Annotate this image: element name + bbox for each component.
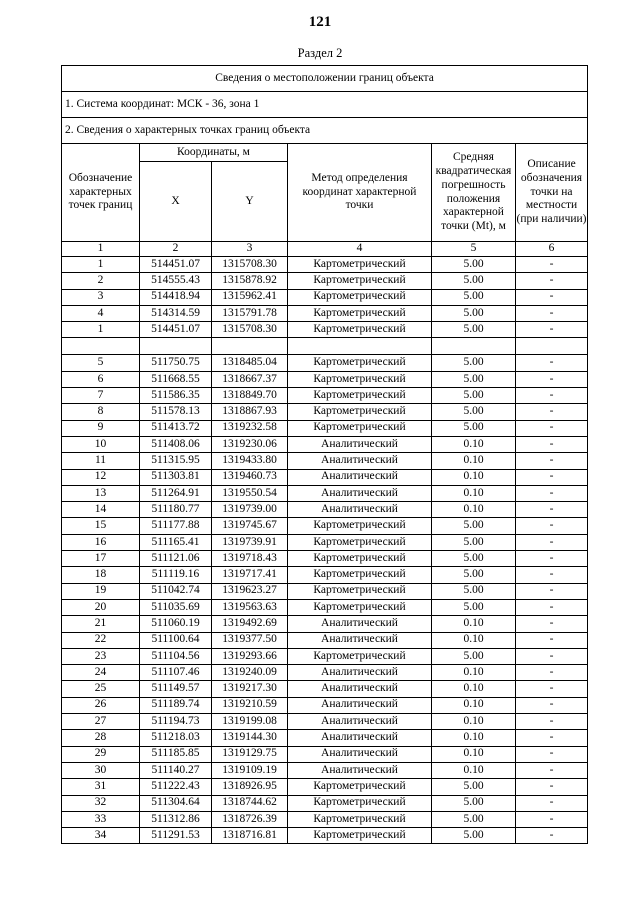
error-cell: 0.10 (432, 730, 516, 746)
method-cell: Картометрический (288, 811, 432, 827)
table-row (62, 681, 588, 697)
description-cell: - (516, 502, 588, 518)
table-row (62, 404, 588, 420)
header-y: Y (212, 162, 288, 242)
y-coordinate-cell: 1319623.27 (212, 583, 288, 599)
method-cell: Аналитический (288, 632, 432, 648)
description-cell: - (516, 779, 588, 795)
point-id-cell: 21 (62, 616, 140, 632)
x-coordinate-cell: 511291.53 (140, 828, 212, 844)
y-coordinate-cell: 1319745.67 (212, 518, 288, 534)
error-cell: 5.00 (432, 355, 516, 371)
description-cell: - (516, 453, 588, 469)
y-coordinate-cell: 1319129.75 (212, 746, 288, 762)
description-cell: - (516, 632, 588, 648)
description-cell: - (516, 371, 588, 387)
y-coordinate-cell: 1319718.43 (212, 551, 288, 567)
point-id-cell: 8 (62, 404, 140, 420)
error-cell: 5.00 (432, 795, 516, 811)
description-cell: - (516, 730, 588, 746)
x-coordinate-cell: 511035.69 (140, 599, 212, 615)
method-cell: Картометрический (288, 257, 432, 273)
point-id-cell: 24 (62, 665, 140, 681)
method-cell: Аналитический (288, 469, 432, 485)
x-coordinate-cell: 511119.16 (140, 567, 212, 583)
table-title: Сведения о местоположении границ объекта (62, 66, 588, 92)
point-id-cell: 14 (62, 502, 140, 518)
method-cell: Аналитический (288, 681, 432, 697)
table-row (62, 289, 588, 305)
error-cell: 5.00 (432, 583, 516, 599)
point-id-cell: 32 (62, 795, 140, 811)
table-row (62, 355, 588, 371)
error-cell: 0.10 (432, 665, 516, 681)
column-number: 4 (288, 242, 432, 257)
x-coordinate-cell: 511100.64 (140, 632, 212, 648)
description-cell: - (516, 762, 588, 778)
column-number: 3 (212, 242, 288, 257)
y-coordinate-cell: 1318726.39 (212, 811, 288, 827)
table-row (62, 583, 588, 599)
table-row (62, 746, 588, 762)
table-row (62, 697, 588, 713)
x-coordinate-cell: 511668.55 (140, 371, 212, 387)
x-coordinate-cell: 511149.57 (140, 681, 212, 697)
method-cell: Картометрический (288, 518, 432, 534)
error-cell: 0.10 (432, 681, 516, 697)
section-title: Раздел 2 (297, 46, 343, 60)
point-id-cell: 17 (62, 551, 140, 567)
description-cell: - (516, 795, 588, 811)
method-cell: Аналитический (288, 762, 432, 778)
method-cell: Аналитический (288, 697, 432, 713)
description-cell: - (516, 404, 588, 420)
point-id-cell: 11 (62, 453, 140, 469)
description-cell: - (516, 665, 588, 681)
description-cell: - (516, 828, 588, 844)
header-description: Описание обозначения точки на местности (при наличии) (516, 144, 588, 242)
y-coordinate-cell: 1315962.41 (212, 289, 288, 305)
column-number: 2 (140, 242, 212, 257)
error-cell: 5.00 (432, 322, 516, 338)
y-coordinate-cell: 1318926.95 (212, 779, 288, 795)
y-coordinate-cell: 1315708.30 (212, 257, 288, 273)
method-cell: Картометрический (288, 322, 432, 338)
table-row (62, 551, 588, 567)
description-cell: - (516, 518, 588, 534)
x-coordinate-cell: 511586.35 (140, 388, 212, 404)
x-coordinate-cell: 511218.03 (140, 730, 212, 746)
method-cell: Картометрический (288, 534, 432, 550)
x-coordinate-cell: 511264.91 (140, 485, 212, 501)
description-cell: - (516, 273, 588, 289)
error-cell: 5.00 (432, 534, 516, 550)
x-coordinate-cell: 514555.43 (140, 273, 212, 289)
table-row (62, 436, 588, 452)
column-number: 5 (432, 242, 516, 257)
description-cell: - (516, 388, 588, 404)
point-id-cell: 31 (62, 779, 140, 795)
method-cell: Картометрический (288, 567, 432, 583)
point-id-cell: 1 (62, 322, 140, 338)
method-cell: Аналитический (288, 485, 432, 501)
method-cell: Картометрический (288, 388, 432, 404)
error-cell: 0.10 (432, 436, 516, 452)
x-coordinate-cell: 511408.06 (140, 436, 212, 452)
y-coordinate-cell: 1318867.93 (212, 404, 288, 420)
empty-cell (212, 338, 288, 355)
y-coordinate-cell: 1319293.66 (212, 648, 288, 664)
x-coordinate-cell: 511303.81 (140, 469, 212, 485)
error-cell: 5.00 (432, 371, 516, 387)
method-cell: Картометрический (288, 355, 432, 371)
y-coordinate-cell: 1319210.59 (212, 697, 288, 713)
point-id-cell: 13 (62, 485, 140, 501)
table-row (62, 665, 588, 681)
x-coordinate-cell: 511413.72 (140, 420, 212, 436)
error-cell: 0.10 (432, 714, 516, 730)
empty-cell (288, 338, 432, 355)
y-coordinate-cell: 1319460.73 (212, 469, 288, 485)
method-cell: Картометрический (288, 599, 432, 615)
x-coordinate-cell: 511042.74 (140, 583, 212, 599)
table-row (62, 322, 588, 338)
method-cell: Картометрический (288, 404, 432, 420)
y-coordinate-cell: 1319563.63 (212, 599, 288, 615)
x-coordinate-cell: 511140.27 (140, 762, 212, 778)
error-cell: 0.10 (432, 616, 516, 632)
column-number: 6 (516, 242, 588, 257)
error-cell: 5.00 (432, 828, 516, 844)
point-id-cell: 23 (62, 648, 140, 664)
description-cell: - (516, 322, 588, 338)
method-cell: Аналитический (288, 453, 432, 469)
table-row (62, 502, 588, 518)
description-cell: - (516, 746, 588, 762)
error-cell: 0.10 (432, 469, 516, 485)
x-coordinate-cell: 511304.64 (140, 795, 212, 811)
point-id-cell: 27 (62, 714, 140, 730)
table-row (62, 632, 588, 648)
method-cell: Картометрический (288, 648, 432, 664)
table-row (62, 305, 588, 321)
point-id-cell: 29 (62, 746, 140, 762)
description-cell: - (516, 436, 588, 452)
method-cell: Аналитический (288, 665, 432, 681)
y-coordinate-cell: 1319230.06 (212, 436, 288, 452)
column-number: 1 (62, 242, 140, 257)
y-coordinate-cell: 1319144.30 (212, 730, 288, 746)
table-row (62, 257, 588, 273)
error-cell: 5.00 (432, 273, 516, 289)
table-row (62, 730, 588, 746)
y-coordinate-cell: 1319109.19 (212, 762, 288, 778)
point-id-cell: 30 (62, 762, 140, 778)
x-coordinate-cell: 514451.07 (140, 322, 212, 338)
y-coordinate-cell: 1319433.80 (212, 453, 288, 469)
x-coordinate-cell: 511578.13 (140, 404, 212, 420)
error-cell: 0.10 (432, 453, 516, 469)
description-cell: - (516, 551, 588, 567)
table-row (62, 567, 588, 583)
empty-cell (432, 338, 516, 355)
point-id-cell: 7 (62, 388, 140, 404)
separator-row (62, 338, 588, 355)
error-cell: 5.00 (432, 420, 516, 436)
point-id-cell: 33 (62, 811, 140, 827)
table-row (62, 453, 588, 469)
description-cell: - (516, 697, 588, 713)
error-cell: 5.00 (432, 388, 516, 404)
table-row (62, 648, 588, 664)
y-coordinate-cell: 1318667.37 (212, 371, 288, 387)
x-coordinate-cell: 511315.95 (140, 453, 212, 469)
point-id-cell: 18 (62, 567, 140, 583)
header-error: Средняя квадратическая погрешность положения характерной точки (Mt), м (432, 144, 516, 242)
table-row (62, 420, 588, 436)
table-row (62, 485, 588, 501)
description-cell: - (516, 583, 588, 599)
y-coordinate-cell: 1319717.41 (212, 567, 288, 583)
y-coordinate-cell: 1318485.04 (212, 355, 288, 371)
error-cell: 5.00 (432, 779, 516, 795)
point-id-cell: 2 (62, 273, 140, 289)
y-coordinate-cell: 1319739.00 (212, 502, 288, 518)
x-coordinate-cell: 511107.46 (140, 665, 212, 681)
point-id-cell: 3 (62, 289, 140, 305)
description-cell: - (516, 257, 588, 273)
x-coordinate-cell: 511312.86 (140, 811, 212, 827)
description-cell: - (516, 616, 588, 632)
x-coordinate-cell: 514451.07 (140, 257, 212, 273)
y-coordinate-cell: 1315878.92 (212, 273, 288, 289)
x-coordinate-cell: 514418.94 (140, 289, 212, 305)
header-point: Обозначение характерных точек границ (62, 144, 140, 242)
error-cell: 5.00 (432, 648, 516, 664)
point-id-cell: 9 (62, 420, 140, 436)
table-row (62, 371, 588, 387)
x-coordinate-cell: 511750.75 (140, 355, 212, 371)
table-row (62, 762, 588, 778)
error-cell: 0.10 (432, 485, 516, 501)
x-coordinate-cell: 514314.59 (140, 305, 212, 321)
header-method: Метод определения координат характерной точки (288, 144, 432, 242)
method-cell: Картометрический (288, 779, 432, 795)
point-id-cell: 6 (62, 371, 140, 387)
point-id-cell: 5 (62, 355, 140, 371)
method-cell: Картометрический (288, 371, 432, 387)
description-cell: - (516, 485, 588, 501)
y-coordinate-cell: 1315791.78 (212, 305, 288, 321)
error-cell: 0.10 (432, 762, 516, 778)
x-coordinate-cell: 511189.74 (140, 697, 212, 713)
description-cell: - (516, 469, 588, 485)
error-cell: 5.00 (432, 289, 516, 305)
y-coordinate-cell: 1319377.50 (212, 632, 288, 648)
method-cell: Аналитический (288, 616, 432, 632)
point-id-cell: 15 (62, 518, 140, 534)
point-id-cell: 4 (62, 305, 140, 321)
method-cell: Картометрический (288, 551, 432, 567)
point-id-cell: 12 (62, 469, 140, 485)
boundary-points-table (61, 65, 588, 844)
table-row (62, 534, 588, 550)
empty-cell (516, 338, 588, 355)
y-coordinate-cell: 1319550.54 (212, 485, 288, 501)
error-cell: 0.10 (432, 632, 516, 648)
method-cell: Картометрический (288, 289, 432, 305)
description-cell: - (516, 355, 588, 371)
point-id-cell: 20 (62, 599, 140, 615)
table-row (62, 599, 588, 615)
y-coordinate-cell: 1319240.09 (212, 665, 288, 681)
points-subtitle: 2. Сведения о характерных точках границ объекта (62, 118, 588, 144)
header-coordinates: Координаты, м (140, 144, 288, 162)
description-cell: - (516, 289, 588, 305)
point-id-cell: 1 (62, 257, 140, 273)
method-cell: Картометрический (288, 420, 432, 436)
description-cell: - (516, 681, 588, 697)
description-cell: - (516, 811, 588, 827)
point-id-cell: 22 (62, 632, 140, 648)
x-coordinate-cell: 511177.88 (140, 518, 212, 534)
error-cell: 5.00 (432, 567, 516, 583)
point-id-cell: 28 (62, 730, 140, 746)
method-cell: Аналитический (288, 502, 432, 518)
column-numbers-row (62, 242, 588, 257)
error-cell: 0.10 (432, 502, 516, 518)
description-cell: - (516, 534, 588, 550)
error-cell: 5.00 (432, 404, 516, 420)
header-x: X (140, 162, 212, 242)
method-cell: Картометрический (288, 583, 432, 599)
empty-cell (62, 338, 140, 355)
table-row (62, 388, 588, 404)
table-row (62, 714, 588, 730)
table-row (62, 518, 588, 534)
method-cell: Аналитический (288, 730, 432, 746)
table-row (62, 616, 588, 632)
coordinate-system: 1. Система координат: МСК - 36, зона 1 (62, 92, 588, 118)
description-cell: - (516, 420, 588, 436)
table-row (62, 779, 588, 795)
method-cell: Аналитический (288, 436, 432, 452)
y-coordinate-cell: 1319217.30 (212, 681, 288, 697)
error-cell: 5.00 (432, 305, 516, 321)
x-coordinate-cell: 511185.85 (140, 746, 212, 762)
method-cell: Картометрический (288, 305, 432, 321)
point-id-cell: 19 (62, 583, 140, 599)
method-cell: Картометрический (288, 273, 432, 289)
x-coordinate-cell: 511104.56 (140, 648, 212, 664)
x-coordinate-cell: 511165.41 (140, 534, 212, 550)
x-coordinate-cell: 511222.43 (140, 779, 212, 795)
y-coordinate-cell: 1318716.81 (212, 828, 288, 844)
method-cell: Аналитический (288, 746, 432, 762)
x-coordinate-cell: 511121.06 (140, 551, 212, 567)
method-cell: Картометрический (288, 795, 432, 811)
description-cell: - (516, 567, 588, 583)
method-cell: Аналитический (288, 714, 432, 730)
point-id-cell: 34 (62, 828, 140, 844)
x-coordinate-cell: 511060.19 (140, 616, 212, 632)
y-coordinate-cell: 1319492.69 (212, 616, 288, 632)
point-id-cell: 25 (62, 681, 140, 697)
point-id-cell: 10 (62, 436, 140, 452)
point-id-cell: 26 (62, 697, 140, 713)
error-cell: 5.00 (432, 518, 516, 534)
description-cell: - (516, 714, 588, 730)
error-cell: 0.10 (432, 746, 516, 762)
y-coordinate-cell: 1319199.08 (212, 714, 288, 730)
table-row (62, 795, 588, 811)
table-row (62, 469, 588, 485)
y-coordinate-cell: 1319739.91 (212, 534, 288, 550)
y-coordinate-cell: 1315708.30 (212, 322, 288, 338)
x-coordinate-cell: 511180.77 (140, 502, 212, 518)
table-row (62, 811, 588, 827)
description-cell: - (516, 305, 588, 321)
y-coordinate-cell: 1318744.62 (212, 795, 288, 811)
y-coordinate-cell: 1318849.70 (212, 388, 288, 404)
x-coordinate-cell: 511194.73 (140, 714, 212, 730)
method-cell: Картометрический (288, 828, 432, 844)
description-cell: - (516, 648, 588, 664)
empty-cell (140, 338, 212, 355)
table-row (62, 828, 588, 844)
error-cell: 5.00 (432, 257, 516, 273)
error-cell: 5.00 (432, 811, 516, 827)
description-cell: - (516, 599, 588, 615)
error-cell: 5.00 (432, 599, 516, 615)
error-cell: 5.00 (432, 551, 516, 567)
table-row (62, 273, 588, 289)
error-cell: 0.10 (432, 697, 516, 713)
y-coordinate-cell: 1319232.58 (212, 420, 288, 436)
page-number: 121 (308, 14, 332, 30)
point-id-cell: 16 (62, 534, 140, 550)
